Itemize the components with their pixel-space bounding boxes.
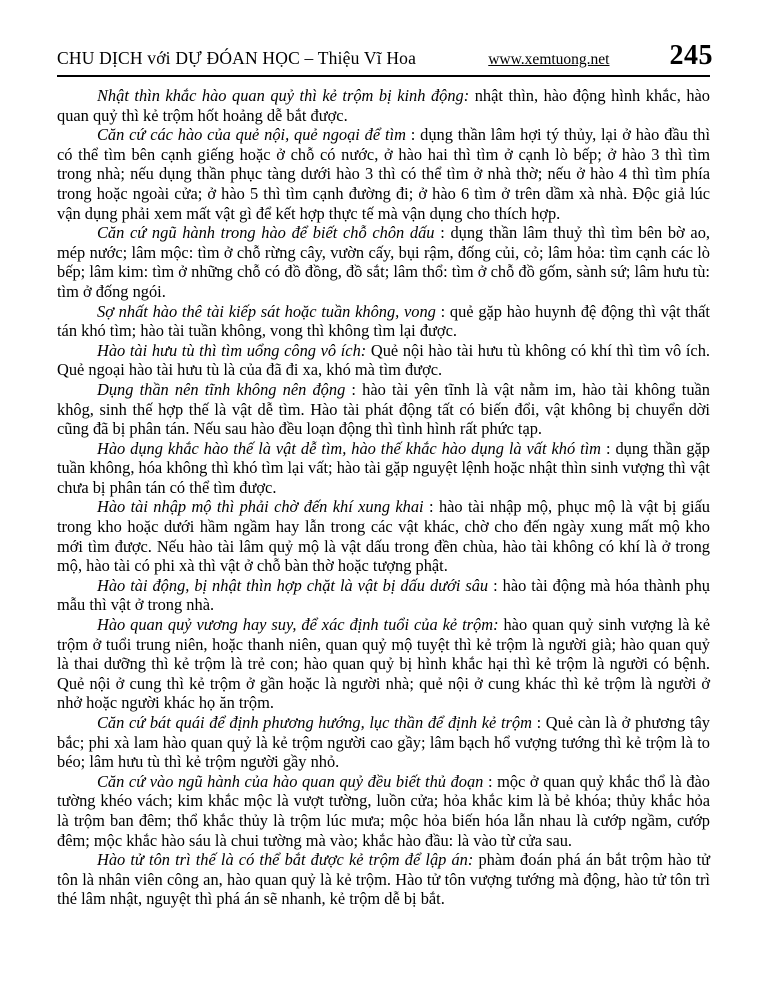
paragraph-lead: Hào tài động, bị nhật thìn hợp chặt là vật bị dấu dưới sâu — [97, 575, 489, 595]
paragraph-lead: Hào dụng khắc hào thế là vật dễ tìm, hào thế khắc hào dụng là vất khó tìm — [97, 438, 602, 458]
body-text — [57, 86, 710, 909]
paragraph — [57, 341, 710, 380]
paragraph-body: : Quẻ càn là ở phương tây bắc; phi xà lam hào quan quỷ là kẻ trộm người cao gầy; lâm bạch hổ vượng tướng thì kẻ trộm là to béo; lâm hưu tù thì kẻ trộm người gầy nhỏ. — [57, 713, 710, 772]
paragraph-lead: Sợ nhất hào thê tài kiếp sát hoặc tuần không, vong — [97, 301, 436, 321]
paragraph — [57, 497, 710, 575]
paragraph — [57, 439, 710, 498]
page-number: 245 — [669, 40, 713, 71]
website-link[interactable]: www.xemtuong.net — [488, 51, 610, 68]
paragraph-body: : mộc ở quan quỷ khắc thổ là đào tường khéo vách; kim khắc mộc là vượt tường, luồn cửa; hỏa khắc kim là bẻ khóa; thủy khắc hỏa là trộm ban đêm; thổ khắc thủy là trộm lúc mưa; mộc hỏa biến hóa lẫn nhau là cướp ngầm, cướp đêm; mộc khắc hào sáu là chui tường mà vào; khắc hào đầu: là vào từ cửa sau. — [57, 771, 710, 850]
paragraph — [57, 125, 710, 223]
paragraph-lead: Hào tài hưu tù thì tìm uổng công vô ích: — [97, 340, 367, 360]
paragraph-body: Quẻ nội hào tài hưu tù không có khí thì tìm vô ích. Quẻ ngoại hào tài hưu tù là của đã đi xa, khó mà tìm được. — [57, 340, 710, 380]
paragraph-body: nhật thìn, hào động hình khắc, hào quan quỷ thì kẻ trộm hốt hoảng dễ bắt được. — [57, 86, 710, 125]
paragraph-body: : quẻ gặp hào huynh đệ động thì vật thất tán khó tìm; hào tài tuần không, vong thì không tìm lại được. — [57, 301, 710, 341]
paragraph-lead: Căn cứ các hào của quẻ nội, quẻ ngoại để tìm — [97, 125, 406, 145]
paragraph — [57, 302, 710, 341]
paragraph — [57, 713, 710, 772]
paragraph-body: : hào tài yên tĩnh là vật nằm im, hào tài không tuần khôg, sinh thế hợp thế là vật dễ tìm. Hào tài phát động tất có biến đổi, vật không bị chuyển dời cũng đã bị phân tán. Nếu sau hào đều loạn động thì tình hình rất phức tạp. — [57, 379, 710, 439]
paragraph-lead: Căn cứ vào ngũ hành của hào quan quỷ đều biết thủ đoạn — [97, 771, 484, 791]
paragraph — [57, 615, 710, 713]
paragraph-body: : dụng thần lâm thuỷ thì tìm bên bờ ao, mép nước; lâm mộc: tìm ở chỗ rừng cây, vườn cấy, bụi rậm, đống củi, cỏ; lâm hỏa: tìm cạnh các lò bếp; lâm kim: tìm ở những chỗ có đồ đồng, đồ sắt; lâm thổ: tìm ở chỗ đồ gốm, sành sứ; lâm hưu tù: tìm ở đống ngói. — [57, 223, 710, 301]
header-divider — [57, 75, 710, 77]
paragraph-lead: Hào tài nhập mộ thì phải chờ đến khí xung khai — [97, 497, 424, 517]
paragraph — [57, 850, 710, 909]
paragraph-body: : hào tài động mà hóa thành phụ mẫu thì vật ở trong nhà. — [57, 575, 710, 615]
paragraph-body: hào quan quỷ sinh vượng là kẻ trộm ở tuổi trung niên, hoặc thanh niên, quan quỷ mộ tuyệt thì kẻ trộm là người già; hào quan quỷ là thai dưỡng thì kẻ trộm là trẻ con; hào quan quỷ bị hình khắc hại thì kẻ trộm là người có bệnh. Quẻ nội ở cung thì kẻ trộm ở gần hoặc là người nhà; quẻ nội ở cung khác thì kẻ trộm là người ở nhở hoặc người khác họ ăn trộm. — [57, 615, 710, 713]
paragraph-body: : dụng thần gặp tuần không, hóa không thì khó tìm lại vất; hào tài gặp nguyệt lệnh hoặc nhật thìn sinh vượng thì vật chưa bị phân tán có thể tìm được. — [57, 438, 710, 497]
book-title: CHU DỊCH với DỰ ĐÓAN HỌC – Thiệu Vĩ Hoa — [57, 48, 417, 68]
paragraph — [57, 772, 710, 850]
paragraph-lead: Dụng thần nên tĩnh không nên động — [97, 379, 346, 399]
paragraph — [57, 380, 710, 439]
paragraph-lead: Hào tử tôn trì thế là có thể bắt được kẻ trộm để lập án: — [97, 850, 474, 870]
paragraph-body: phàm đoán phá án bắt trộm hào tử tôn là nhân viên công an, hào quan quỷ là kẻ trộm. Hào tử tôn vượng tướng mà động, hào tử tôn trì thé lâm nhật, nguyệt thì phá án sẽ nhanh, kẻ trộm dễ bị bắt. — [57, 850, 711, 909]
paragraph-body: : dụng thần lâm hợi tý thủy, lại ở hào đầu thì có thể tìm bên cạnh giếng hoặc ở chỗ có nước, ở hào hai thì tìm ở cạnh lò bếp; ở hào 3 thì tìm trong nhà; nếu dụng thần phục tàng dưới hào 3 thì có thể tìm ở nhà thờ; nếu ở hào 4 thì tìm phía trong hoặc ngoài cửa; ở hào 5 thì tìm cạnh đường đi; ở hào 6 tìm ở trên dầm xà nhà. Độc giả lúc vận dụng phải xem mất vật gì để kết hợp thực tế mà vận dụng cho thích hợp. — [57, 125, 710, 223]
paragraph-body: : hào tài nhập mộ, phục mộ là vật bị giấu trong kho hoặc dưới hầm ngầm hay lẫn trong các vật khác, chờ cho đến ngày xung mất mộ kho mới tìm được. Nếu hào tài lâm quỷ mộ là vật dấu trong đền chùa, hào tài không có khí là ở trong mộ, hào tài có phi xà thì vật ở chỗ bàn thờ hoặc tượng phật. — [57, 497, 710, 576]
paragraph-lead: Căn cứ bát quái để định phương hướng, lục thần để định kẻ trộm — [97, 713, 532, 732]
paragraph — [57, 223, 710, 301]
paragraph-lead: Nhật thìn khắc hào quan quỷ thì kẻ trộm bị kinh động: — [97, 86, 470, 105]
paragraph — [57, 86, 710, 125]
page-header — [57, 40, 713, 72]
paragraph-lead: Hào quan quỷ vương hay suy, để xác định tuổi của kẻ trộm: — [97, 615, 499, 635]
paragraph — [57, 576, 710, 615]
paragraph-lead: Căn cứ ngũ hành trong hào để biết chỗ chôn dấu — [97, 223, 435, 243]
